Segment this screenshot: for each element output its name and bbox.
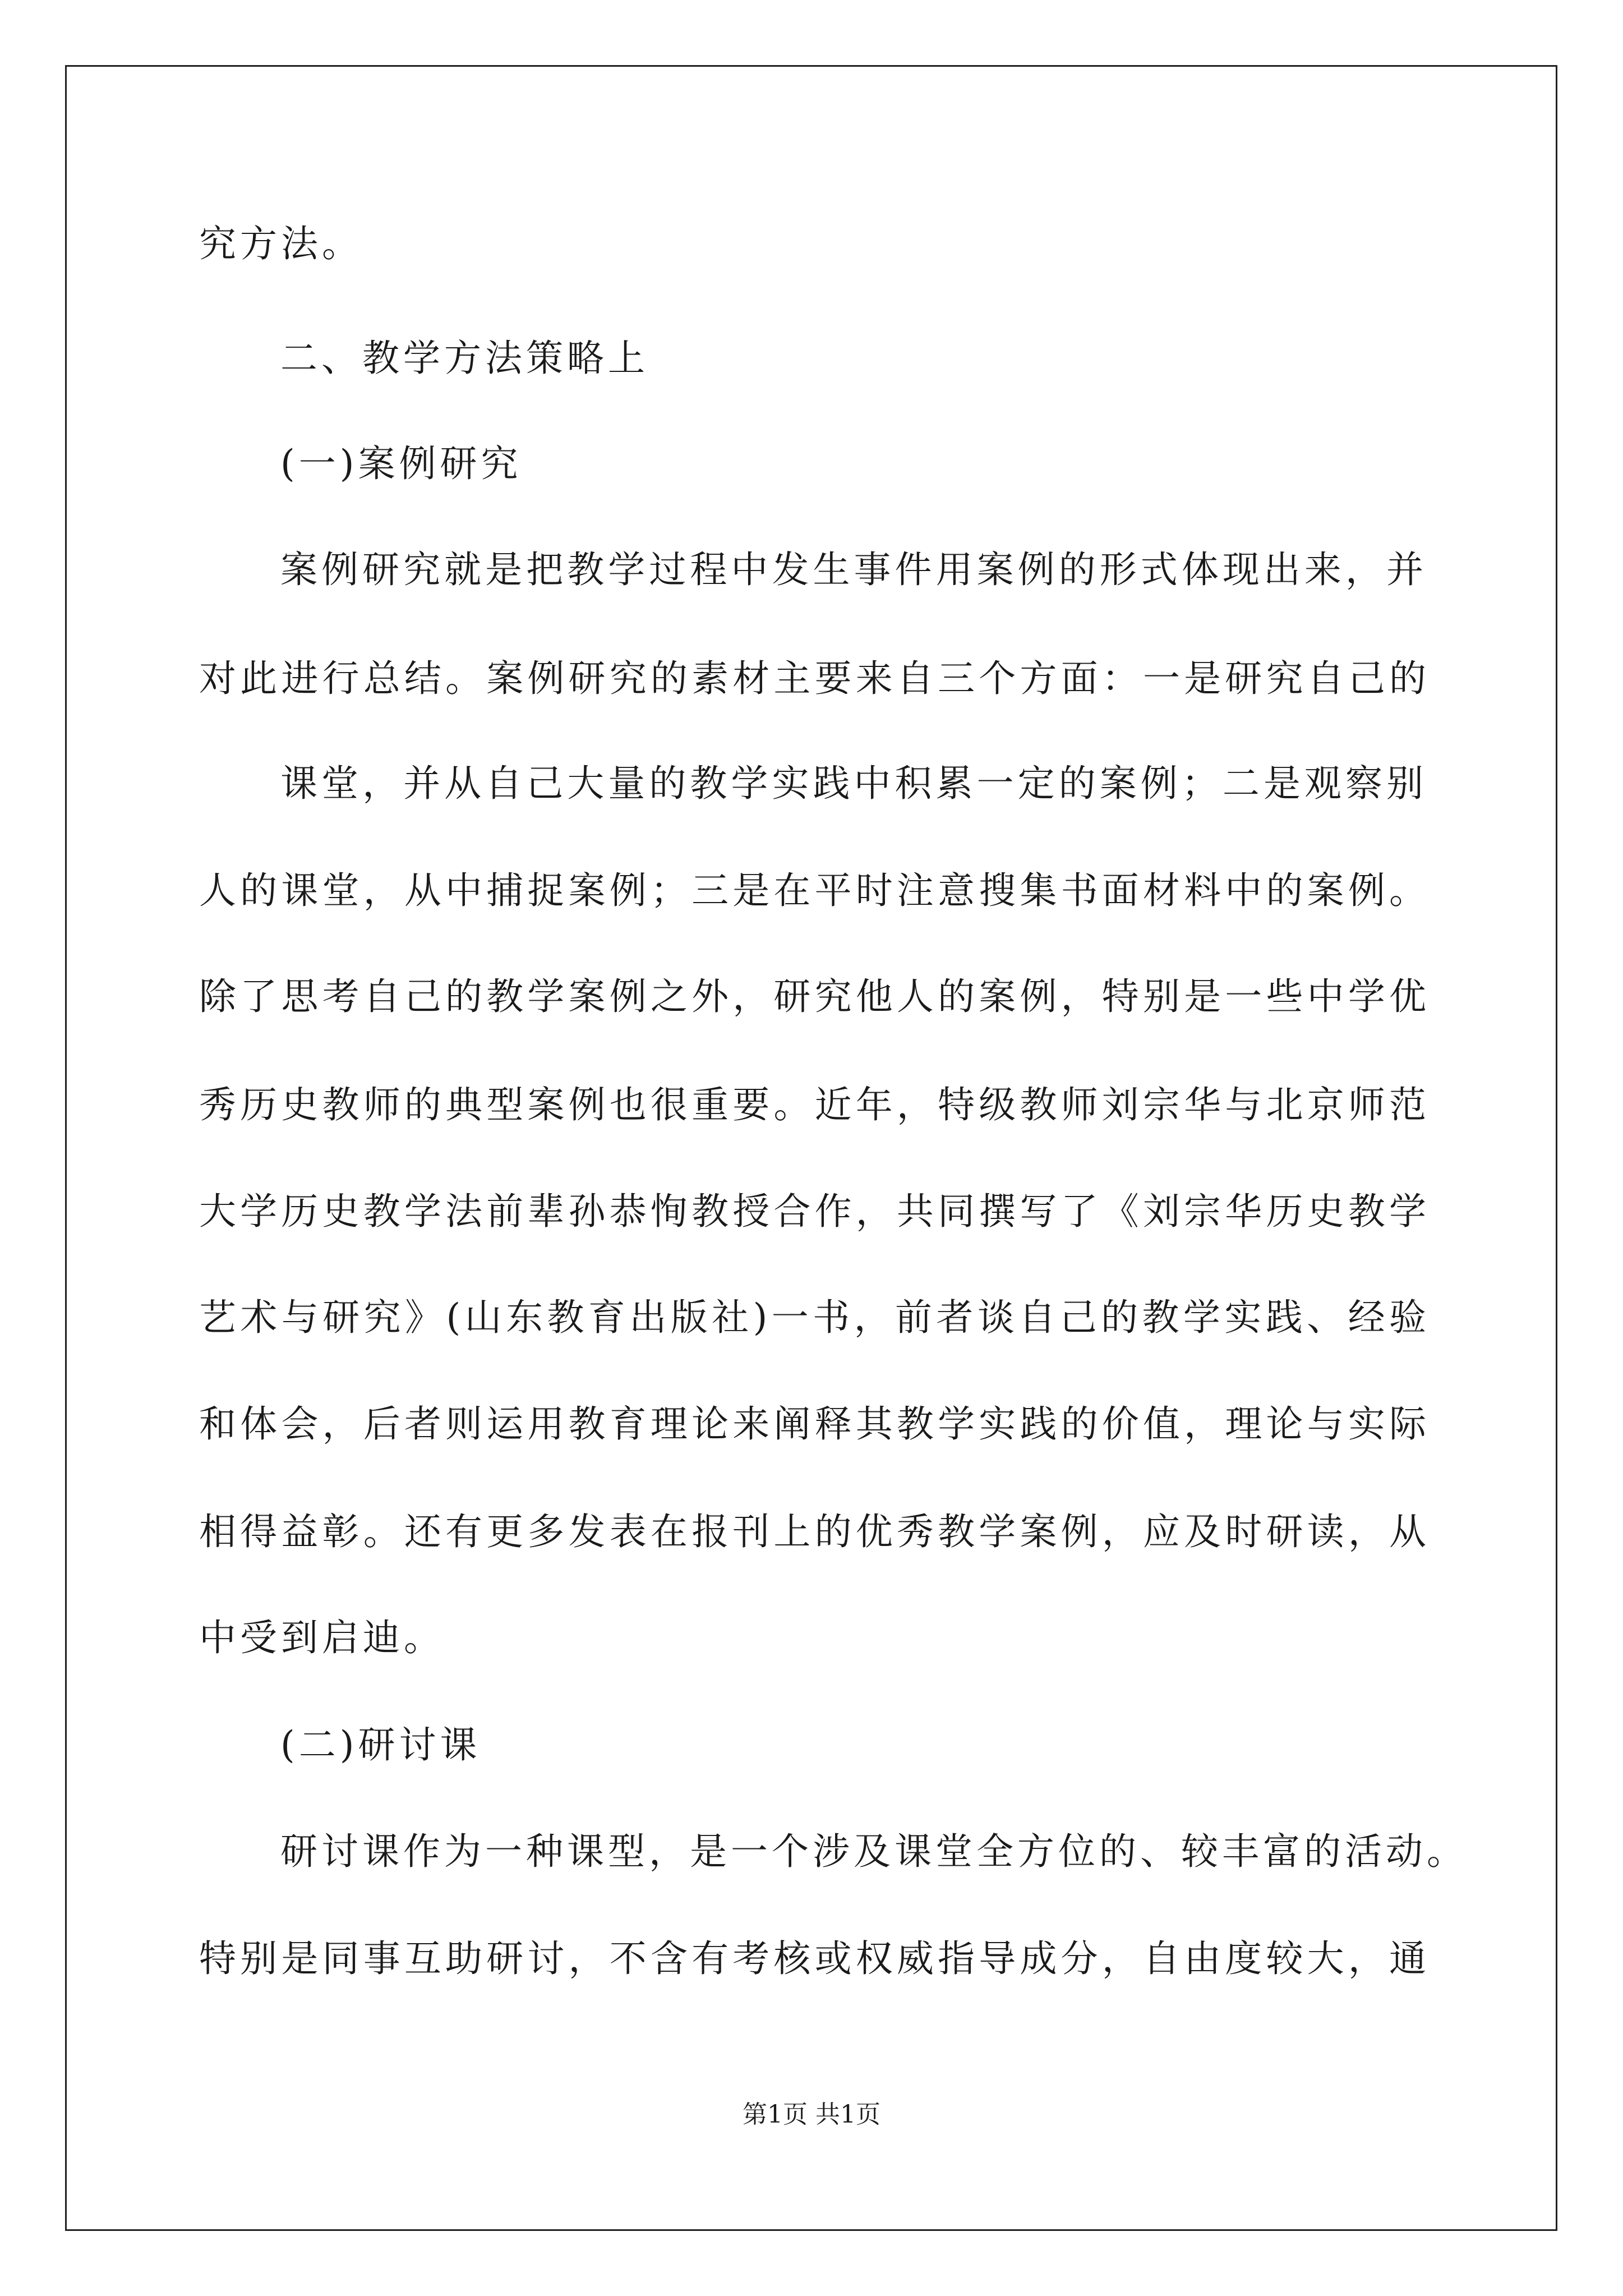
page-border (65, 65, 1557, 2231)
subsection-heading: (一)案例研究 (280, 442, 522, 485)
text-line: 特别是同事互助研讨，不含有考核或权威指导成分，自由度较大，通 (199, 1937, 1430, 1980)
text-line: 课堂，并从自己大量的教学实践中积累一定的案例；二是观察别 (280, 762, 1427, 805)
text-line: 艺术与研究》(山东教育出版社)一书，前者谈自己的教学实践、经验 (199, 1296, 1430, 1339)
text-line: 除了思考自己的教学案例之外，研究他人的案例，特别是一些中学优 (199, 975, 1430, 1018)
section-heading: 二、教学方法策略上 (280, 337, 649, 380)
text-line: 秀历史教师的典型案例也很重要。近年，特级教师刘宗华与北京师范 (199, 1083, 1430, 1126)
text-line: 相得益彰。还有更多发表在报刊上的优秀教学案例，应及时研读，从 (199, 1510, 1430, 1553)
text-line: 中受到启迪。 (199, 1616, 445, 1659)
text-line: 大学历史教学法前辈孙恭恂教授合作，共同撰写了《刘宗华历史教学 (199, 1190, 1430, 1233)
text-line: 和体会，后者则运用教育理论来阐释其教学实践的价值，理论与实际 (199, 1402, 1430, 1446)
text-line: 人的课堂，从中捕捉案例；三是在平时注意搜集书面材料中的案例。 (199, 869, 1430, 912)
text-line: 对此进行总结。案例研究的素材主要来自三个方面：一是研究自己的 (199, 657, 1430, 700)
text-line: 案例研究就是把教学过程中发生事件用案例的形式体现出来，并 (280, 548, 1427, 591)
subsection-heading: (二)研讨课 (280, 1723, 481, 1766)
text-line: 究方法。 (199, 222, 363, 265)
text-line: 研讨课作为一种课型，是一个涉及课堂全方位的、较丰富的活动。 (280, 1830, 1468, 1873)
page-number-footer: 第1页 共1页 (743, 2100, 880, 2129)
